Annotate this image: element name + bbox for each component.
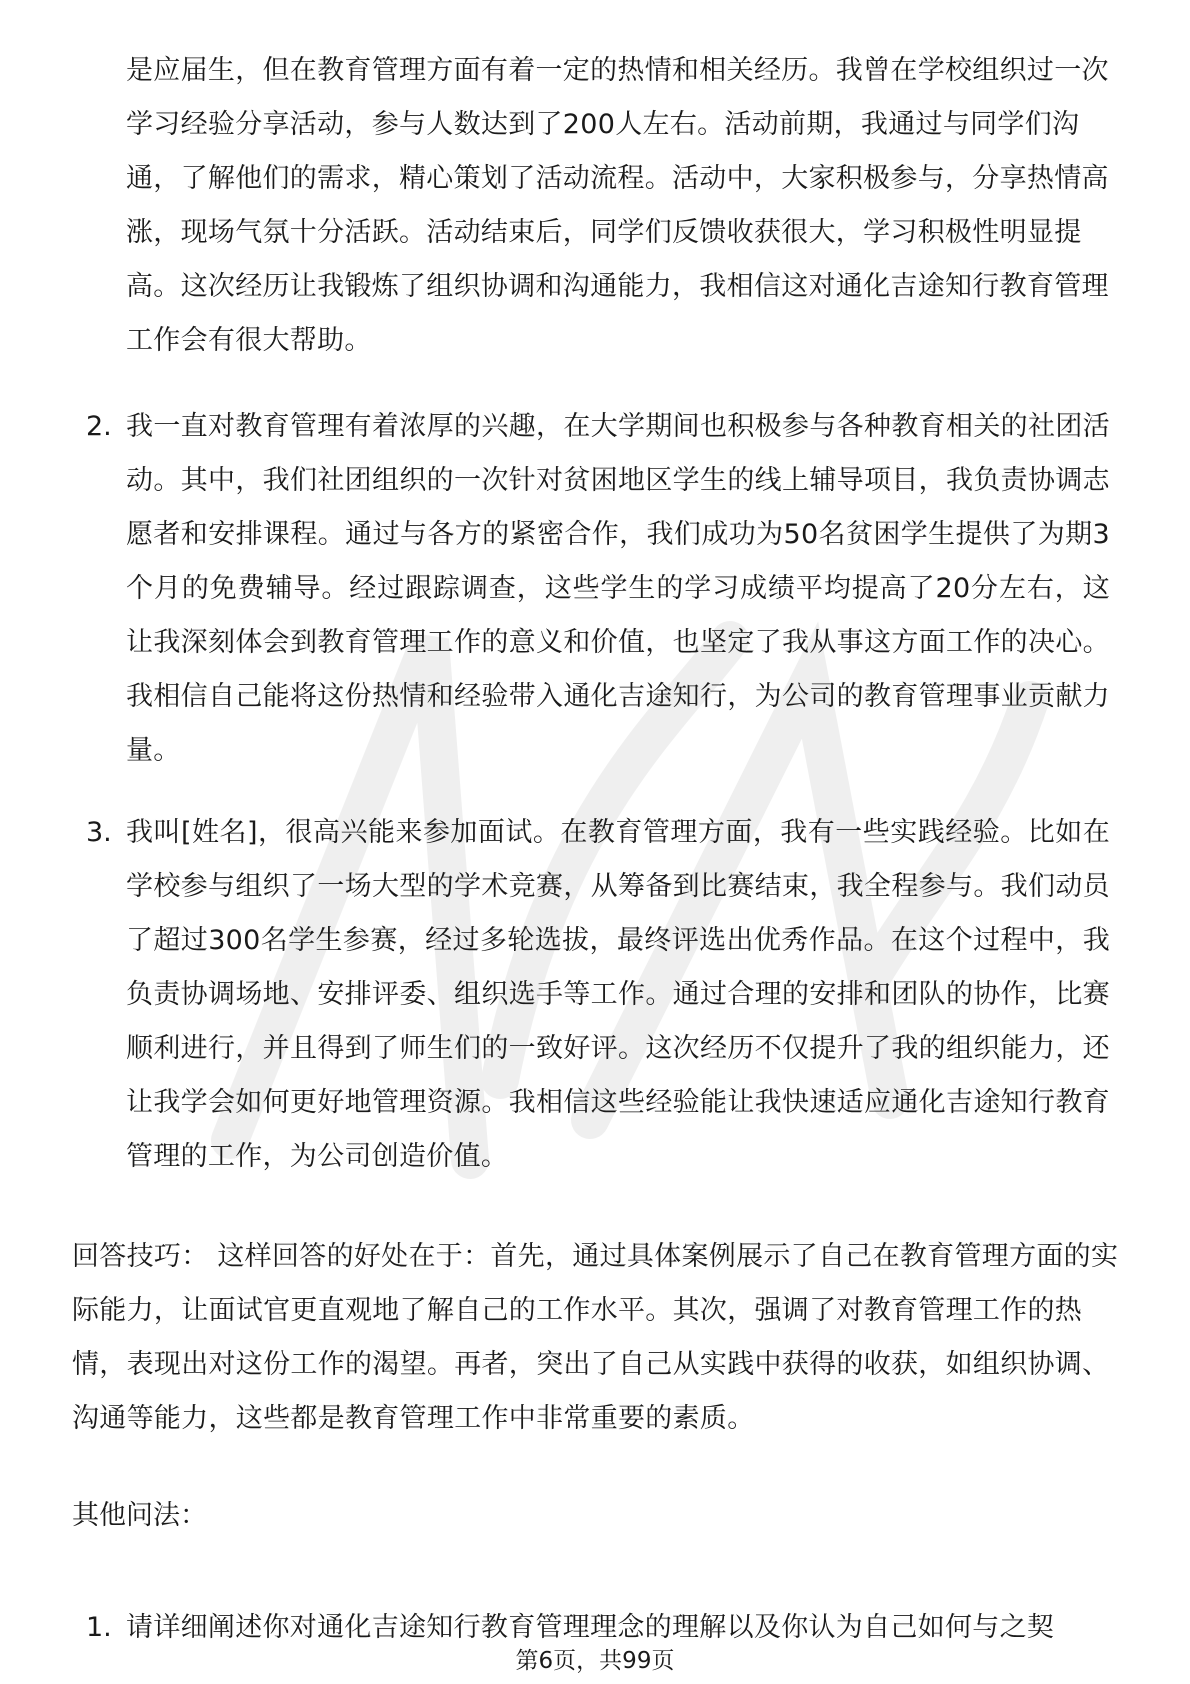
- question-number: 1.: [86, 1612, 112, 1643]
- answer-number: 2.: [86, 411, 112, 442]
- answer-text: 我叫[姓名]，很高兴能来参加面试。在教育管理方面，我有一些实践经验。比如在学校参与组织了一场大型的学术竞赛，从筹备到比赛结束，我全程参与。我们动员了超过300名学生参赛，经过多轮选拔，最终评选出优秀作品。在这个过程中，我负责协调场地、安排评委、组织选手等工作。通过合理的安排和团队的协作，比赛顺利进行，并且得到了师生们的一致好评。这次经历不仅提升了我的组织能力，还让我学会如何更好地管理资源。我相信这些经验能让我快速适应通化吉途知行教育管理的工作，为公司创造价值。: [126, 817, 1110, 1172]
- answer-tips-paragraph: 回答技巧： 这样回答的好处在于：首先，通过具体案例展示了自己在教育管理方面的实际能力，让面试官更直观地了解自己的工作水平。其次，强调了对教育管理工作的热情，表现出对这份工作的渴望。再者，突出了自己从实践中获得的收获，如组织协调、沟通等能力，这些都是教育管理工作中非常重要的素质。: [72, 1241, 1119, 1434]
- answer-1-continuation: 是应届生，但在教育管理方面有着一定的热情和相关经历。我曾在学校组织过一次学习经验分享活动，参与人数达到了200人左右。活动前期，我通过与同学们沟通，了解他们的需求，精心策划了活动流程。活动中，大家积极参与，分享热情高涨，现场气氛十分活跃。活动结束后，同学们反馈收获很大，学习积极性明显提高。这次经历让我锻炼了组织协调和沟通能力，我相信这对通化吉途知行教育管理工作会有很大帮助。: [126, 55, 1109, 356]
- answer-item-2: [0, 400, 1190, 778]
- page-footer: 第6页，共99页: [515, 1648, 675, 1674]
- answer-item-3: [0, 806, 1190, 1184]
- question-text: 请详细阐述你对通化吉途知行教育管理理念的理解以及你认为自己如何与之契: [126, 1612, 1055, 1643]
- answer-number: 3.: [86, 817, 112, 848]
- answer-text: 我一直对教育管理有着浓厚的兴趣，在大学期间也积极参与各种教育相关的社团活动。其中，我们社团组织的一次针对贫困地区学生的线上辅导项目，我负责协调志愿者和安排课程。通过与各方的紧密合作，我们成功为50名贫困学生提供了为期3个月的免费辅导。经过跟踪调查，这些学生的学习成绩平均提高了20分左右，这让我深刻体会到教育管理工作的意义和价值，也坚定了我从事这方面工作的决心。我相信自己能将这份热情和经验带入通化吉途知行，为公司的教育管理事业贡献力量。: [126, 411, 1110, 766]
- other-questions-heading: 其他问法：: [72, 1500, 207, 1531]
